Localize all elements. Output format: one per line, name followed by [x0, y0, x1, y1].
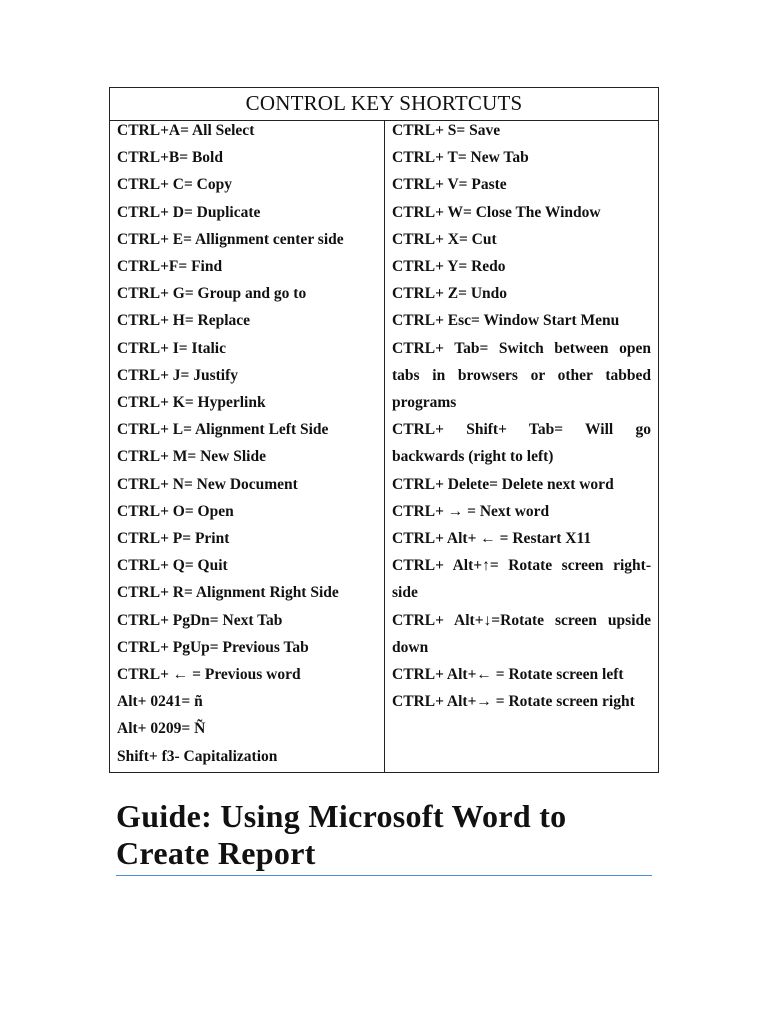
shortcut-item: CTRL+ Delete= Delete next word — [392, 475, 614, 493]
shortcut-item: Alt+ 0241= ñ — [117, 693, 203, 711]
shortcut-item: CTRL+ Shift+ Tab= Will go backwards (right to left) — [392, 421, 651, 466]
shortcut-item: CTRL+ C= Copy — [117, 176, 232, 194]
shortcut-item: CTRL+ PgDn= Next Tab — [117, 611, 283, 629]
right-column — [385, 121, 658, 772]
shortcut-item: Shift+ f3- Capitalization — [117, 747, 278, 765]
table-columns — [110, 121, 658, 772]
shortcut-item: CTRL+ H= Replace — [117, 312, 251, 330]
shortcut-item: CTRL+ J= Justify — [117, 366, 239, 384]
right-shortcut-list — [392, 117, 651, 715]
shortcut-item: CTRL+ Esc= Window Start Menu — [392, 312, 620, 330]
shortcut-item: CTRL+ Alt+↑= Rotate screen right-side — [392, 557, 651, 602]
document-heading: Guide: Using Microsoft Word to Create Report — [116, 798, 567, 871]
shortcut-item: CTRL+ D= Duplicate — [117, 203, 261, 221]
left-column — [110, 121, 385, 772]
shortcut-item: CTRL+ ← = Previous word — [117, 666, 301, 684]
shortcut-item: CTRL+ W= Close The Window — [392, 203, 601, 221]
shortcut-item: CTRL+ Q= Quit — [117, 557, 228, 575]
shortcut-item: CTRL+ G= Group and go to — [117, 285, 307, 303]
shortcut-item: CTRL+ Alt+← = Rotate screen left — [392, 666, 624, 684]
shortcut-item: CTRL+ L= Alignment Left Side — [117, 421, 329, 439]
left-shortcut-list — [117, 117, 378, 770]
shortcut-item: CTRL+F= Find — [117, 258, 223, 276]
shortcut-item: CTRL+ R= Alignment Right Side — [117, 584, 339, 602]
shortcut-table — [109, 87, 659, 773]
heading-underline — [116, 875, 652, 876]
table-title: CONTROL KEY SHORTCUTS — [110, 88, 658, 121]
shortcut-item: CTRL+B= Bold — [117, 149, 223, 167]
shortcut-item: CTRL+ T= New Tab — [392, 149, 529, 167]
shortcut-item: CTRL+ → = Next word — [392, 502, 550, 520]
shortcut-item: CTRL+ Alt+→ = Rotate screen right — [392, 693, 635, 711]
shortcut-item: CTRL+ M= New Slide — [117, 448, 266, 466]
shortcut-item: CTRL+ N= New Document — [117, 475, 298, 493]
shortcut-item: CTRL+ Alt+↓=Rotate screen upside down — [392, 611, 651, 656]
shortcut-item: CTRL+ PgUp= Previous Tab — [117, 638, 309, 656]
shortcut-item: CTRL+ V= Paste — [392, 176, 507, 194]
shortcut-item: CTRL+ X= Cut — [392, 230, 497, 248]
shortcut-item: CTRL+ Alt+ ← = Restart X11 — [392, 530, 592, 548]
shortcut-item: CTRL+ E= Allignment center side — [117, 230, 344, 248]
shortcut-item: CTRL+ P= Print — [117, 530, 230, 548]
shortcut-item: CTRL+ S= Save — [392, 122, 501, 139]
shortcut-item: CTRL+ K= Hyperlink — [117, 394, 266, 412]
shortcut-item: CTRL+ I= Italic — [117, 339, 226, 357]
shortcut-item: CTRL+ O= Open — [117, 502, 234, 520]
shortcut-item: CTRL+ Tab= Switch between open tabs in browsers or other tabbed programs — [392, 339, 651, 412]
shortcut-item: CTRL+ Z= Undo — [392, 285, 508, 303]
shortcut-item: CTRL+A= All Select — [117, 122, 255, 139]
shortcut-item: CTRL+ Y= Redo — [392, 258, 506, 276]
shortcut-item: Alt+ 0209= Ñ — [117, 720, 206, 738]
